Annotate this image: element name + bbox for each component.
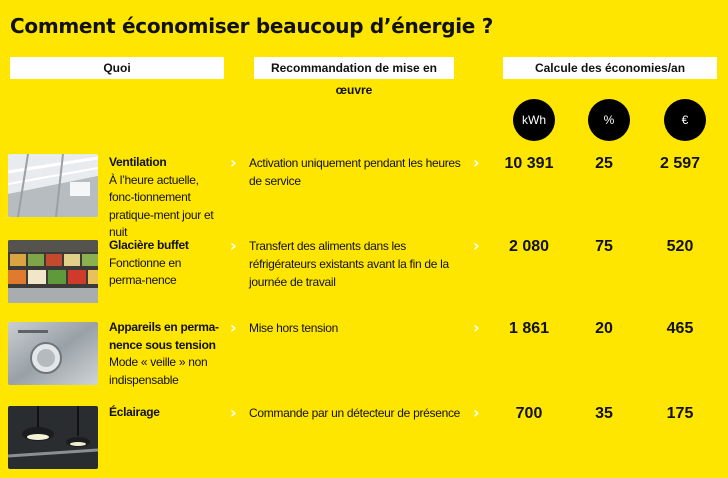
item-description: À l’heure actuelle, fonc-tionnement pratique-ment jour et nuit bbox=[109, 172, 214, 239]
kwh-value: 700 bbox=[515, 405, 543, 422]
chevron-right-icon: › bbox=[473, 236, 480, 255]
item-name: Ventilation bbox=[109, 155, 167, 169]
kwh-value: 10 391 bbox=[504, 155, 554, 172]
percent-value: 75 bbox=[595, 238, 613, 255]
kwh-badge: kWh bbox=[513, 99, 555, 141]
recommendation-text: Transfert des aliments dans les réfrigérateurs existants avant la fin de la journée de travail bbox=[249, 239, 449, 289]
row-item bbox=[109, 154, 219, 242]
recommendation-text: Mise hors tension bbox=[249, 321, 338, 335]
header-quoi: Quoi bbox=[10, 57, 224, 79]
row-item bbox=[109, 237, 219, 290]
chevron-right-icon: › bbox=[230, 236, 237, 255]
euro-value: 2 597 bbox=[659, 155, 701, 172]
ventilation-image bbox=[8, 154, 98, 217]
row-item bbox=[109, 319, 219, 389]
chevron-right-icon: › bbox=[473, 153, 480, 172]
chevron-right-icon: › bbox=[473, 403, 480, 422]
item-name: Appareils en perma-nence sous tension bbox=[109, 320, 219, 352]
euro-value: 465 bbox=[666, 320, 694, 337]
chevron-right-icon: › bbox=[473, 318, 480, 337]
item-description: Mode « veille » non indispensable bbox=[109, 355, 208, 387]
percent-value: 20 bbox=[595, 320, 613, 337]
chevron-right-icon: › bbox=[230, 318, 237, 337]
item-description: Fonctionne en perma-nence bbox=[109, 255, 182, 287]
page-title: Comment économiser beaucoup d’énergie ? bbox=[10, 14, 494, 38]
buffet-image bbox=[8, 240, 98, 303]
euro-badge: € bbox=[664, 99, 706, 141]
appliance-image bbox=[8, 322, 98, 385]
kwh-value: 2 080 bbox=[508, 238, 550, 255]
header-recommandation: Recommandation de mise en œuvre bbox=[254, 57, 454, 79]
kwh-value: 1 861 bbox=[508, 320, 550, 337]
percent-badge: % bbox=[588, 99, 630, 141]
lighting-image bbox=[8, 406, 98, 469]
header-calcul: Calcule des économies/an bbox=[503, 57, 717, 79]
percent-value: 35 bbox=[595, 405, 613, 422]
item-name: Glacière buffet bbox=[109, 238, 189, 252]
item-name: Éclairage bbox=[109, 405, 160, 419]
percent-value: 25 bbox=[595, 155, 613, 172]
euro-value: 175 bbox=[666, 405, 694, 422]
row-item bbox=[109, 404, 219, 422]
recommendation-text: Activation uniquement pendant les heures de service bbox=[249, 156, 461, 188]
euro-value: 520 bbox=[666, 238, 694, 255]
recommendation-text: Commande par un détecteur de présence bbox=[249, 406, 461, 420]
chevron-right-icon: › bbox=[230, 153, 237, 172]
chevron-right-icon: › bbox=[230, 403, 237, 422]
